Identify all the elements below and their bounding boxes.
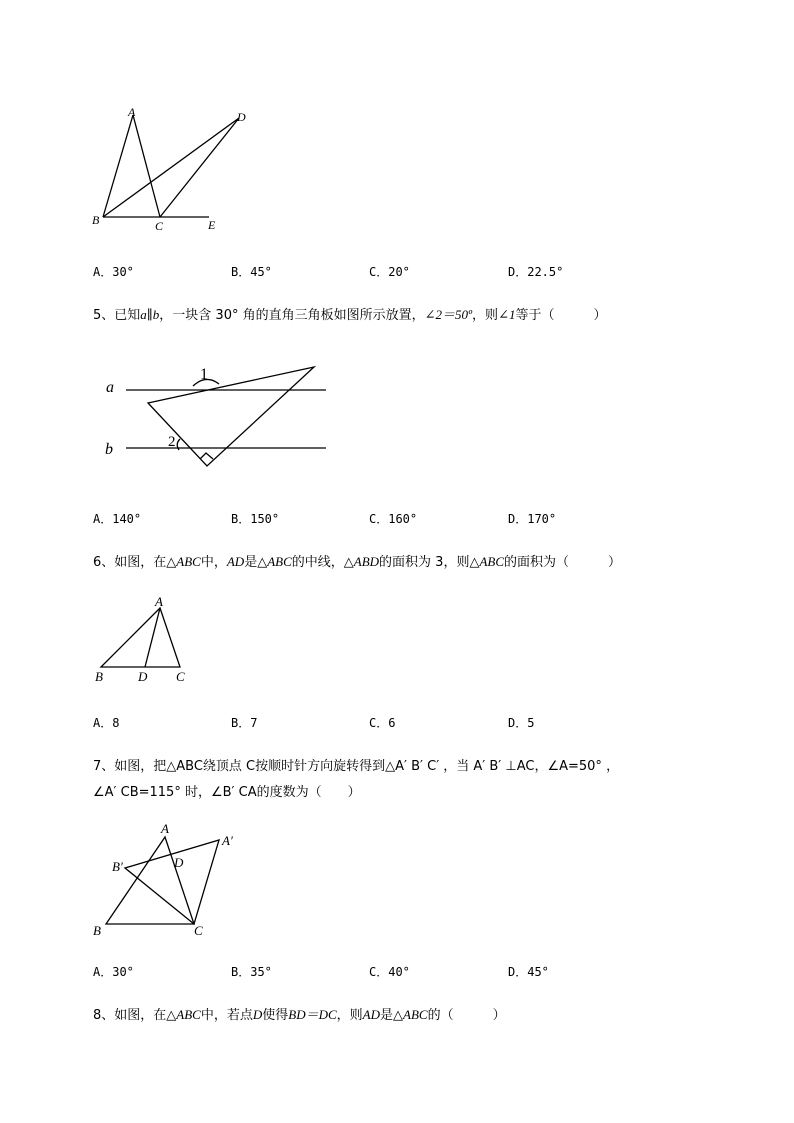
q4-option-c[interactable]: C．20°: [369, 265, 410, 279]
q5-stem: [93, 304, 606, 323]
label-b: b: [105, 441, 113, 458]
q6-text-6: 的面积为（ ）: [504, 555, 622, 570]
q8-abc-1: △ABC: [166, 1007, 201, 1022]
q7-option-a[interactable]: A．30°: [93, 965, 134, 979]
q8-equation: BD＝DC: [288, 1007, 337, 1022]
q5-mid: ，一块含 30° 角的直角三角板如图所示放置，: [159, 308, 425, 323]
q5-suffix: 等于（ ）: [515, 308, 607, 323]
q6-stem: [93, 551, 621, 570]
label-2: 2: [168, 434, 176, 450]
q4-option-d[interactable]: D．22.5°: [508, 265, 564, 279]
label-C: C: [155, 219, 164, 233]
q6-text-2: 中，: [200, 555, 227, 570]
q8-ad: AD: [362, 1007, 381, 1022]
label-A: A: [161, 821, 169, 836]
q6-text-5: 的面积为 3，则△: [379, 555, 480, 570]
label-B: B: [95, 669, 103, 684]
q5-condition: a∥b: [140, 307, 160, 322]
q8-stem: [93, 1004, 506, 1023]
q4-option-b[interactable]: B．45°: [231, 265, 272, 279]
q8-text-5: 是: [380, 1008, 394, 1023]
q6-abc-3: ABC: [479, 554, 505, 569]
q8-d: D: [252, 1007, 263, 1022]
q5-prefix: 5、已知: [93, 308, 141, 323]
q6-option-a[interactable]: A．8: [93, 716, 120, 730]
q7-option-b[interactable]: B．35°: [231, 965, 272, 979]
label-A: A: [155, 594, 163, 609]
label-B: B: [92, 213, 100, 227]
q6-abc-1: ABC: [176, 554, 201, 569]
label-D: D: [174, 855, 184, 870]
label-D: D: [138, 669, 148, 684]
q5-angle2: ∠2＝50º: [424, 307, 473, 322]
label-1: 1: [200, 366, 208, 383]
label-a: a: [106, 379, 114, 396]
q8-text-1: 8、如图，在: [93, 1008, 167, 1023]
q6-text-1: 6、如图，在△: [93, 555, 177, 570]
q6-ad: AD: [226, 554, 245, 569]
q6-text-3: 是△: [244, 555, 268, 570]
q6-text-4: 的中线，△: [291, 555, 354, 570]
label-C: C: [194, 923, 203, 938]
label-A-prime: A′: [222, 833, 233, 848]
label-A: A: [128, 105, 136, 119]
q6-option-c[interactable]: C．6: [369, 716, 396, 730]
q8-text-4: ，则: [336, 1008, 363, 1023]
q5-angle1: ∠1: [498, 307, 516, 322]
q5-mid2: ，则: [472, 308, 499, 323]
q7-option-c[interactable]: C．40°: [369, 965, 410, 979]
label-D: D: [237, 110, 246, 124]
q8-text-6: 的（ ）: [427, 1008, 506, 1023]
q6-figure: [90, 590, 200, 685]
q7-figure: [88, 818, 258, 943]
label-B-prime: B′: [112, 859, 123, 874]
q5-option-b[interactable]: B．150°: [231, 512, 280, 526]
q5-option-d[interactable]: D．170°: [508, 512, 557, 526]
q5-figure: [100, 360, 340, 475]
q6-abc-2: ABC: [267, 554, 292, 569]
label-B: B: [93, 923, 101, 938]
q5-option-c[interactable]: C．160°: [369, 512, 418, 526]
q8-text-2: 中，若点: [200, 1008, 253, 1023]
q8-text-3: 使得: [262, 1008, 289, 1023]
q5-option-a[interactable]: A．140°: [93, 512, 142, 526]
q6-option-b[interactable]: B．7: [231, 716, 258, 730]
label-E: E: [208, 218, 216, 232]
label-C: C: [176, 669, 185, 684]
q6-option-d[interactable]: D．5: [508, 716, 535, 730]
q8-abc-2: △ABC: [393, 1007, 428, 1022]
q4-option-a[interactable]: A．30°: [93, 265, 134, 279]
q7-stem-line-2: ∠A′ CB=115° 时，∠B′ CA的度数为（ ）: [93, 785, 361, 800]
q7-option-d[interactable]: D．45°: [508, 965, 549, 979]
q4-figure: [88, 100, 258, 240]
q6-abd: ABD: [353, 554, 380, 569]
q7-stem-line-1: 7、如图，把△ABC绕顶点 C按顺时针方向旋转得到△A′ B′ C′ ，当 A′ B′ ⊥AC，∠A=50° ，: [93, 759, 620, 774]
